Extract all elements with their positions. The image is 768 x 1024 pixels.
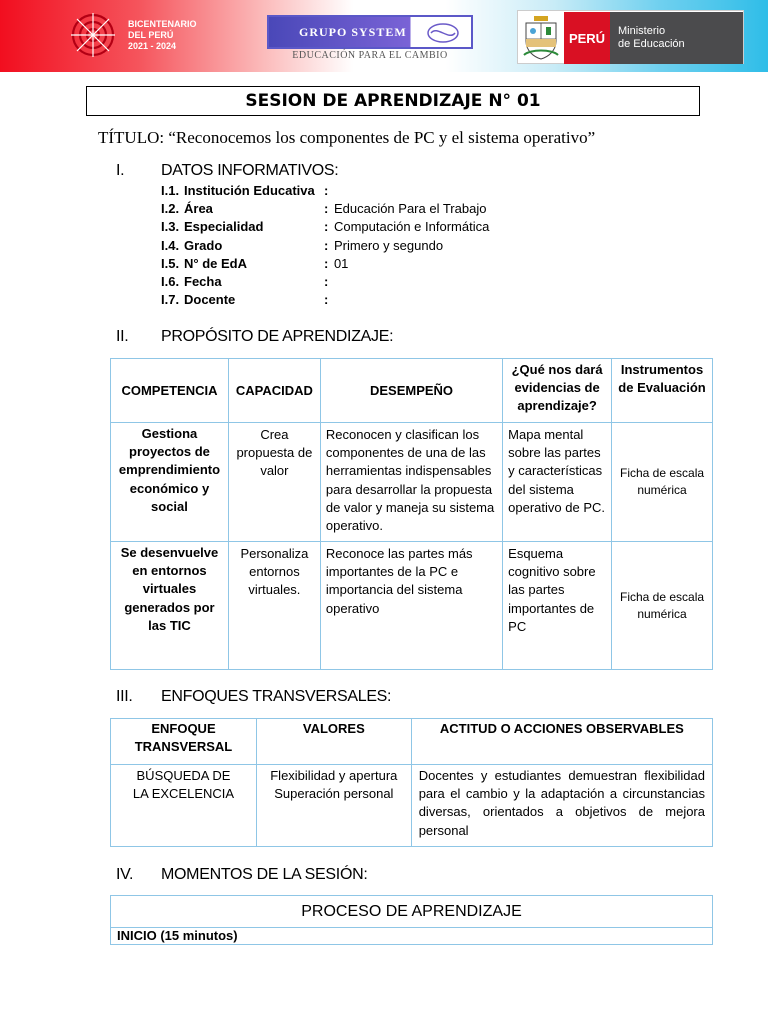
list-item: I.7. Docente : [161,292,329,308]
section-heading-proposito: II. PROPÓSITO DE APRENDIZAJE: [116,328,394,345]
table-cell: Personaliza entornos virtuales. [228,542,320,670]
enfoques-table [110,718,713,847]
table-header: ENFOQUE TRANSVERSAL [111,719,257,765]
table-row [111,928,713,945]
table-cell: Se desenvuelve en entornos virtuales generados por las TIC [111,542,229,670]
table-cell: Docentes y estudiantes demuestran flexibilidad para el cambio y la adaptación a circunstancias diversas, orientados a objetivos de mejora personal [411,765,712,847]
table-header: ACTITUD O ACCIONES OBSERVABLES [411,719,712,765]
section-heading-momentos: IV. MOMENTOS DE LA SESIÓN: [116,866,368,883]
table-header: DESEMPEÑO [320,359,502,423]
list-item: I.1. Institución Educativa : [161,183,329,198]
list-item: I.2. Área : Educación Para el Trabajo [161,201,487,217]
table-header-row [111,896,713,928]
list-item: I.4. Grado : Primero y segundo [161,237,444,253]
proposito-table [110,358,713,670]
grupo-system-name: GRUPO SYSTEM [299,24,407,39]
table-row [111,423,713,542]
session-subtitle: TÍTULO: “Reconocemos los componentes de PC y el sistema operativo” [98,128,596,147]
grupo-system-emblem-icon [421,21,465,45]
list-item: I.3. Especialidad : Computación e Informática [161,219,490,235]
peru-coat-of-arms-icon [518,11,564,65]
table-header: Instrumentos de Evaluación [612,359,713,423]
table-header: CAPACIDAD [228,359,320,423]
ministerio-label: Ministerio de Educación [610,12,743,64]
grupo-system-tagline: EDUCACIÓN PARA EL CAMBIO [292,50,448,61]
table-row [111,765,713,847]
table-cell: Gestiona proyectos de emprendimiento económico y social [111,423,229,542]
table-cell: Crea propuesta de valor [228,423,320,542]
session-title: SESION DE APRENDIZAJE N° 01 [86,86,700,116]
header-banner [0,0,768,72]
table-header: VALORES [256,719,411,765]
section-heading-enfoques: III. ENFOQUES TRANSVERSALES: [116,688,392,705]
bicentenario-text: BICENTENARIO DEL PERÚ 2021 - 2024 [128,18,197,51]
table-row [111,542,713,670]
table-cell: INICIO (15 minutos) [111,928,713,945]
table-cell: Esquema cognitivo sobre las partes importantes de PC [503,542,612,670]
grupo-system-logo [267,15,473,63]
table-cell: BÚSQUEDA DE LA EXCELENCIA [111,765,257,847]
table-header: PROCESO DE APRENDIZAJE [111,896,713,928]
table-cell: Reconoce las partes más importantes de la PC e importancia del sistema operativo [320,542,502,670]
bicentenario-logo [66,10,216,60]
table-header: ¿Qué nos dará evidencias de aprendizaje? [503,359,612,423]
table-cell: Ficha de escala numérica [612,423,713,542]
peru-label: PERÚ [564,12,610,64]
momentos-table [110,895,713,945]
ministerio-logo [517,10,744,64]
table-cell: Ficha de escala numérica [612,542,713,670]
bicentenario-emblem-icon [66,10,120,60]
table-cell: Reconocen y clasifican los componentes de una de las herramientas indispensables para desarrollar la propuesta de valor y maneja su sistema operativo. [320,423,502,542]
section-heading-datos: I. DATOS INFORMATIVOS: [116,162,339,179]
table-cell: Mapa mental sobre las partes y características del sistema operativo de PC. [503,423,612,542]
list-item: I.5. N° de EdA : 01 [161,255,349,271]
table-header: COMPETENCIA [111,359,229,423]
table-cell: Flexibilidad y apertura Superación personal [256,765,411,847]
datos-informativos-list [161,182,524,309]
list-item: I.6. Fecha : [161,274,329,290]
table-header-row [111,359,713,423]
table-header-row [111,719,713,765]
